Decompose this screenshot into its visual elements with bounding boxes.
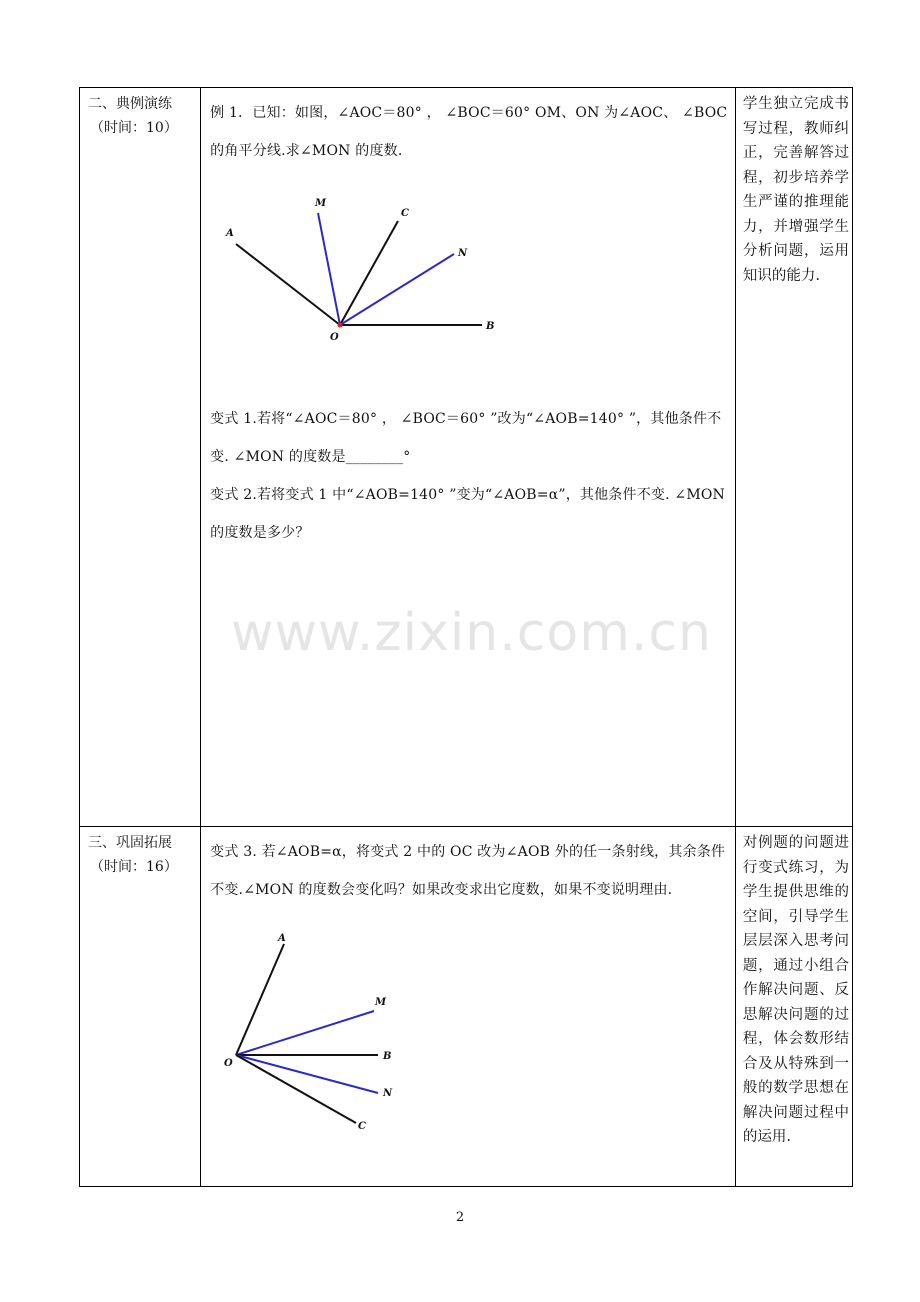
stage-cell [80,827,201,1187]
angle-bisector-figure-2 [214,933,414,1133]
variant3-text: 变式 3. 若∠AOB=α，将变式 2 中的 OC 改为∠AOB 外的任一条射线，其余条件不变.∠MON 的度数会变化吗？如果改变求出它度数，如果不变说明理由. [210,844,726,898]
teaching-note: 对例题的问题进行变式练习，为学生提供思维的空间，引导学生层层深入思考问题，通过小组合作解决问题、反思解决问题的过程，体会数形结合及从特殊到一般的数学思想在解决问题过程中的运用. [742,835,849,1145]
variant1-text: 变式 1.若将“∠AOC＝80° ， ∠BOC＝60° ”改为“∠AOB=140° ”，其他条件不变. ∠MON 的度数是________° [210,411,722,465]
note-cell [735,827,852,1187]
vertex-o [338,323,343,328]
note-cell [735,88,852,827]
stage-cell [80,88,201,827]
label-o: O [224,1058,233,1069]
label-a: A [278,933,286,944]
ray-oa [236,944,284,1055]
example-text: 例 1．已知：如图，∠AOC＝80° ， ∠BOC＝60° OM、ON 为∠AOC、 ∠BOC 的角平分线.求∠MON 的度数. [210,105,728,159]
label-c: C [401,208,410,219]
label-n: N [458,248,468,259]
lesson-table [79,87,853,1187]
watermark: www.zixin.com.cn [231,603,712,663]
stage-time: （时间：10） [90,120,178,136]
ray-oa [236,244,340,325]
ray-on [236,1055,378,1093]
row-extension [80,827,853,1187]
label-b: B [383,1051,392,1062]
label-a: A [226,228,234,239]
content-cell [201,88,736,827]
stage-time: （时间：16） [90,859,178,875]
angle-bisector-figure-1 [212,194,512,344]
variant2-text: 变式 2.若将变式 1 中“∠AOB=140° ”变为“∠AOB=α”，其他条件不变. ∠MON 的度数是多少？ [210,487,725,541]
label-m: M [315,198,327,209]
stage-title: 三、巩固拓展 [88,835,172,851]
label-o: O [330,332,339,343]
label-c: C [358,1121,367,1132]
ray-om [236,1011,374,1055]
label-m: M [375,997,387,1008]
label-b: B [486,321,495,332]
content-cell [201,827,736,1187]
ray-om [318,213,340,325]
ray-oc [340,221,398,325]
teaching-note: 学生独立完成书写过程，教师纠正，完善解答过程，初步培养学生严谨的推理能力，并增强学生分析问题，运用知识的能力. [742,96,849,284]
stage-title: 二、典例演练 [88,96,172,112]
ray-oc [236,1055,356,1123]
label-n: N [383,1088,393,1099]
ray-on [340,254,454,325]
row-example [80,88,853,827]
page-number: 2 [455,1210,465,1225]
